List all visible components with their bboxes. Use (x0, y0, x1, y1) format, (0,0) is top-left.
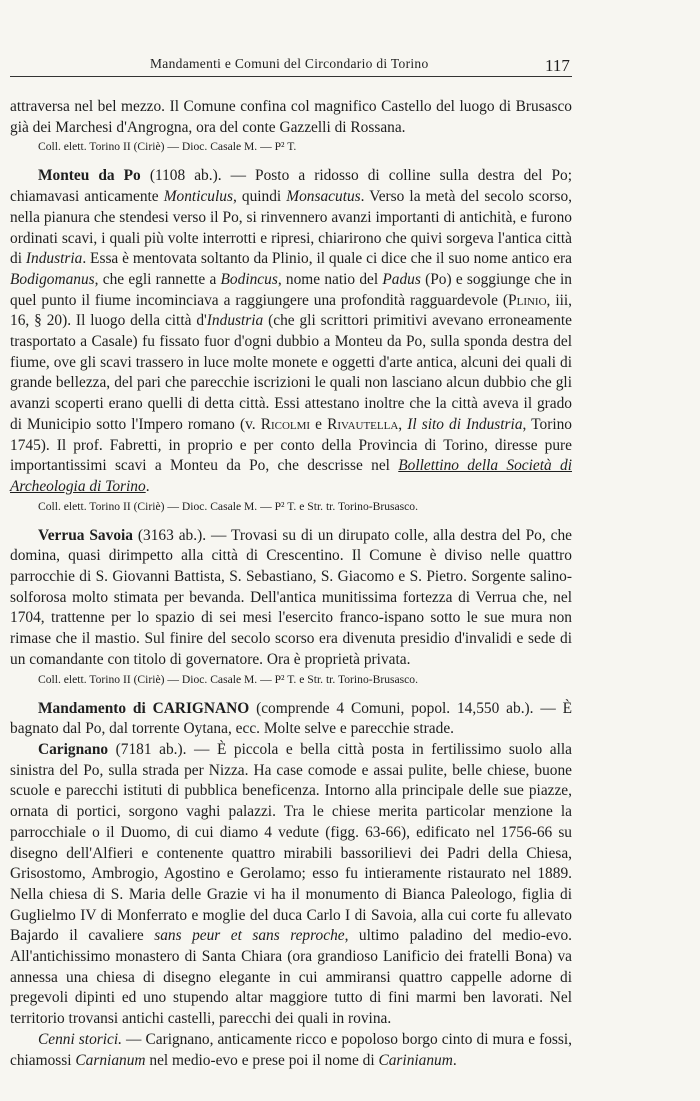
text-run: (comprende 4 Comuni, popol. 14,550 ab.). — È bagnato dal Po, dal torrente Oytana, ecc. Molte selve e parecchie strade. (10, 699, 572, 738)
text-run: . Verso la metà del secolo scorso, nella pianura che stendesi verso il Po, si rinvennero avanzi importanti di antichità, e furono ordinati scavi, i quali più volte interrotti e ripresi, chiarirono che quivi sorgeva l'antica città di (10, 188, 572, 268)
text-run: , che egli rannette a (94, 270, 221, 288)
text-run: e (310, 415, 328, 433)
italic-run: Il sito di Industria (407, 415, 523, 433)
section-label: Cenni storici. (38, 1030, 122, 1048)
entry-name: Mandamento di CARIGNANO (38, 699, 250, 717)
italic-run: Carnianum (75, 1051, 146, 1069)
italic-run: Bollettino della Società di Archeologia di Torino (10, 457, 572, 495)
population: (1108 ab.). (140, 167, 222, 185)
entry-name: Carignano (38, 740, 109, 758)
entry-monteu-da-po (10, 166, 572, 497)
italic-run: Industria (25, 250, 83, 268)
text-run: , iii, 16, § 20). Il luogo della città d' (10, 291, 573, 330)
italic-run: Monsacutus (286, 188, 361, 206)
italic-run: Monticulus (163, 188, 233, 206)
text-run: — È piccola e bella città posta in fertilissimo suolo alla sinistra del Po, sulla strada per Nizza. Ha case comode e assai pulite, belle chiese, buone scuole e parecchi istituti di pubblica beneficenza. Intorno alla principale delle sue piazze, ornata di portici, sorgono vaghi palazzi. Tra le chiese merita particolar menzione la parrocchiale o il Duomo, di cui diamo 4 vedute (figg. 63-66), edificato nel 1756-66 su disegno dell'Alfieri e contenente quattro mirabili bassorilievi dei Padri della Chiesa, Grisostomo, Ambrogio, Agostino e Gerolamo; esso fu intieramente ristaurato nel 1889. Nella chiesa di S. Maria delle Grazie vi ha il monumento di Bianca Paleologo, figlia di Guglielmo IV di Monferrato e moglie del duca Carlo I di Savoia, alla cui corte fu allevato Bajardo il cavaliere (10, 740, 572, 945)
text-run: , quindi (232, 188, 287, 206)
italic-run: Bodincus (220, 270, 278, 288)
text-run: — Carignano, anticamente ricco e popoloso borgo cinto di mura e fossi, chiamossi (10, 1030, 572, 1069)
text-run: . Essa è mentovata soltanto da Plinio, il quale ci dice che il suo nome antico era (82, 250, 572, 268)
paragraph-brusasco-end: attraversa nel bel mezzo. Il Comune confina col magnifico Castello del luogo di Brusasco già dei Marchesi d'Angrogna, ora del conte Gazzelli di Rossana. (10, 98, 572, 136)
text-run: , nome natio del (277, 270, 383, 288)
text-run: , ultimo paladino del medio-evo. All'antichissimo monastero di Santa Chiara (ora grandioso Lanificio dei fratelli Bona) va annessa una chiesa di disegno elegante in cui ammiransi quattro cappelle adorne di pregevoli dipinti ed uno stupendo altar maggiore tutto di fini marmi ben lavorati. Nel territorio trovansi antichi castelli, parecchi dei quali in rovina. (10, 927, 573, 1028)
population: (7181 ab.). (108, 740, 187, 758)
smallcaps-run: Plinio (508, 291, 547, 309)
text-run: , Torino 1745). Il prof. Fabretti, in proprio e per conto della Provincia di Torino, diresse pure importantissimi scavi a Monteu da Po, che descrisse nel (10, 415, 572, 475)
note-monteu: Coll. elett. Torino II (Ciriè) — Dioc. Casale M. — P² T. e Str. tr. Torino-Brusasco. (38, 499, 418, 513)
italic-run: Carinianum (378, 1051, 453, 1069)
entry-name: Verrua Savoia (38, 526, 133, 544)
population: (3163 ab.). (132, 526, 207, 544)
text-run: (Po) e soggiunge che in quel punto il fiume incominciava a raggiungere una profondità ragguardevole ( (10, 270, 572, 309)
text-run: — Trovasi su di un dirupato colle, alla destra del Po, che domina, quasi dirimpetto alla città di Crescentino. Il Comune è diviso nelle quattro parrocchie di S. Giovanni Battista, S. Sebastiano, S. Giacomo e S. Pietro. Sorgente salino-solforosa molto stimata per bevanda. Dell'antica munitissima fortezza di Verrua che, nel 1704, trattenne per lo spazio di sei mesi l'esercito franco-ispano sotto le sue mura non rimase che il mastio. Sul finire del secolo scorso era divenuta presidio d'invalidi e sede di un comandante con titolo di governatore. Ora è proprietà privata. (10, 526, 572, 668)
entry-carignano (10, 740, 572, 1030)
text-run: , (398, 415, 408, 433)
running-header (10, 52, 572, 77)
italic-run: Padus (382, 270, 421, 288)
italic-run: Bodigomanus (10, 270, 95, 288)
entry-name: Monteu da Po (38, 167, 141, 185)
smallcaps-run: Rivautella (327, 415, 399, 433)
running-header-title: Mandamenti e Comuni del Circondario di Torino (150, 56, 429, 71)
page-number: 117 (545, 56, 570, 75)
entry-cenni-storici (10, 1030, 572, 1071)
page-body (10, 97, 572, 1071)
text-run: . (452, 1051, 457, 1069)
text-run: nel medio-evo e prese poi il nome di (145, 1051, 379, 1069)
note-verrua: Coll. elett. Torino II (Ciriè) — Dioc. Casale M. — P² T. e Str. tr. Torino-Brusasco. (38, 672, 418, 686)
text-run: (che gli scrittori primitivi avevano erroneamente trasportato a Casale) fu fissato fuor d'ogni dubbio a Monteu da Po, sulla sponda destra del fiume, ove gli scavi trassero in luce molte monete e oggetti d'arte antica, alcuni dei quali di grande bellezza, del pari che parecchie iscrizioni le quali non lasciano alcun dubbio che gli avanzi scoperti erano quelli di detta città. Essi attestano inoltre che la città aveva il grado di Municipio sotto l'Impero romano (v. (10, 312, 572, 433)
entry-verrua-savoia (10, 526, 572, 671)
smallcaps-run: Ricolmi (260, 415, 311, 433)
text-run: . (145, 477, 150, 495)
italic-run: sans peur et sans reproche (154, 927, 345, 945)
italic-run: Industria (206, 312, 264, 330)
entry-mandamento-carignano (10, 699, 572, 740)
note-brusasco: Coll. elett. Torino II (Ciriè) — Dioc. Casale M. — P² T. (38, 140, 297, 154)
text-run: — Posto a ridosso di colline sulla destra del Po; chiamavasi anticamente (10, 167, 572, 206)
